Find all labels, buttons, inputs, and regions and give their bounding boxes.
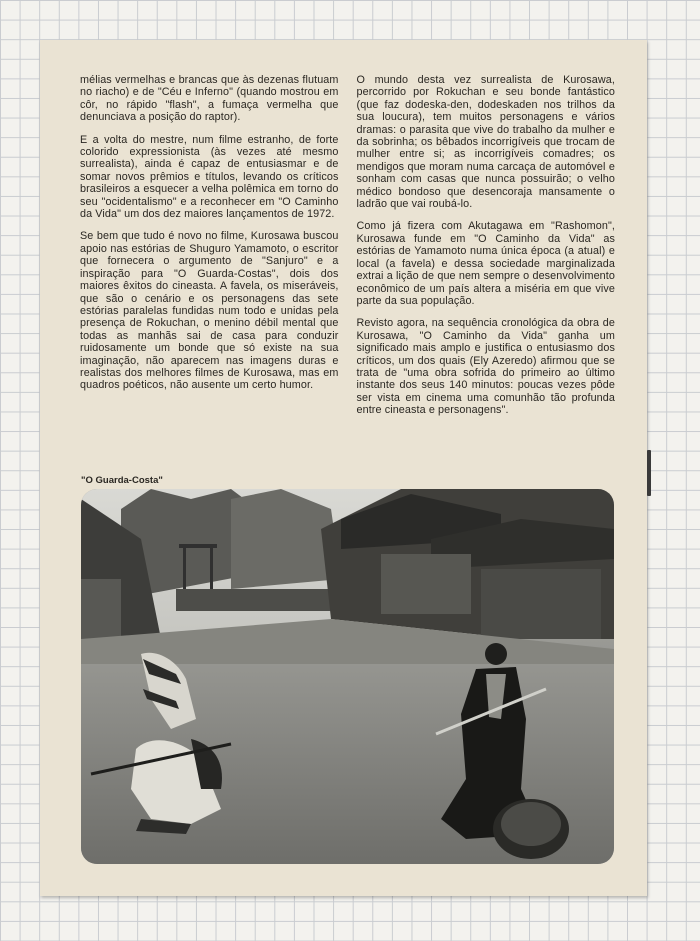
left-column bbox=[80, 74, 339, 427]
paragraph: mélias vermelhas e brancas que às dezenas flutuam no riacho) e de "Céu e Inferno" (quando mostrou em côr, no rápido "flash", a fumaça vermelha que denunciava a posição do raptor). bbox=[80, 74, 339, 124]
paragraph: O mundo desta vez surrealista de Kurosawa, percorrido por Rokuchan e seu bonde fantástico (que faz dodeska-den, dodeskaden nos trilhos da sua loucura), tem muitos personagens e vários dramas: o parasita que vive do trabalho da mulher e da sobrinha; os bêbados incorrigíveis que trocam de mulher entre si; as incorrigíveis comadres; os mendigos que moram numa carcaça de automóvel e sonham com casas que nunca possuirão; o velho médico bondoso que desencoraja mansamente o ladrão que vai roubá-lo. bbox=[356, 74, 615, 211]
text-columns bbox=[80, 74, 615, 427]
paragraph: Revisto agora, na sequência cronológica da obra de Kurosawa, "O Caminho da Vida" ganha um significado mais amplo e justifica o entusiasmo dos críticos, um dos quais (Ely Azeredo) afirmou que se trata de "uma obra sofrida do primeiro ao último instante dos seus 140 minutos: poucas vezes pôde ser vista em cinema uma comunhão tão profunda entre cineasta e personagens". bbox=[356, 317, 615, 417]
paragraph: Como já fizera com Akutagawa em "Rashomon", Kurosawa funde em "O Caminho da Vida" as estórias de Yamamoto numa única época (a atual) e local (a favela) e dessa sociedade marginalizada extrai a lição de que nem sempre o desenvolvimento econômico de um país altera a miséria em que vive parte da sua população. bbox=[356, 220, 615, 307]
paragraph: E a volta do mestre, num filme estranho, de forte colorido expressionista (às vezes até mesmo surrealista), ainda é capaz de entusiasmar e de somar novos prêmios e títulos, levando os críticos brasileiros a esquecer a velha polêmica em torno do seu "ocidentalismo" e a reconhecer em "O Caminho da Vida" um dos dez maiores lançamentos de 1972. bbox=[80, 133, 339, 221]
photo-caption: "O Guarda-Costa" bbox=[81, 475, 163, 486]
booklet-page bbox=[40, 40, 647, 896]
film-still-photo bbox=[81, 489, 614, 864]
right-column bbox=[357, 74, 616, 427]
staple bbox=[647, 450, 651, 496]
paragraph: Se bem que tudo é novo no filme, Kurosawa buscou apoio nas estórias de Shuguro Yamamoto, o escritor que fornecera o argumento de "Sanjuro" e a inspiração para "O Guarda-Costas", dois dos maiores êxitos do cineasta. A favela, os miseráveis, que são o cenário e os personagens das sete estórias paralelas fundidas num todo e unidas pela presença de Rokuchan, o menino débil mental que todas as manhãs sai de casa para conduzir ruidosamente um bonde que só existe na sua imaginação, não aparecem nas imagens duras e realistas dos melhores filmes de Kurosawa, mas em quadros poéticos, não ausente um certo humor. bbox=[80, 230, 339, 392]
